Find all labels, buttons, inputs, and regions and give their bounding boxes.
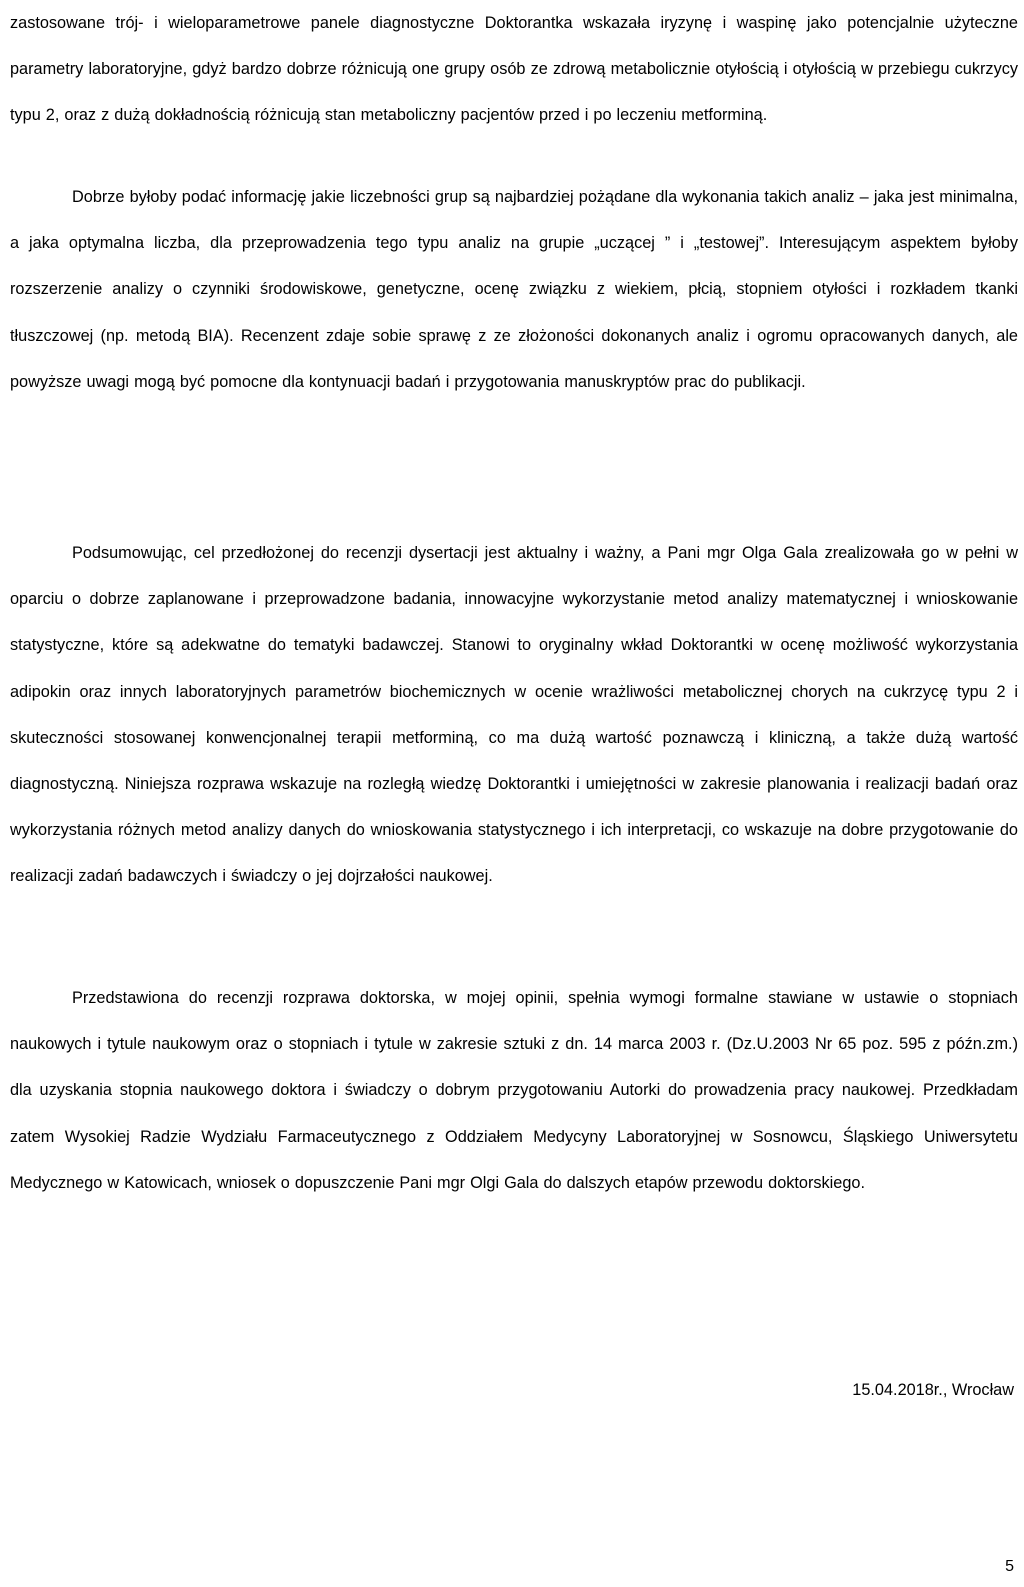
paragraph-continuation: zastosowane trój- i wieloparametrowe panele diagnostyczne Doktorantka wskazała iryzynę i waspinę jako potencjalnie użyteczne parametry laboratoryjne, gdyż bardzo dobrze różnicują one grupy osób ze zdrową metabolicznie otyłością i otyłością w przebiegu cukrzycy typu 2, oraz z dużą dokładnością różnicują stan metaboliczny pacjentów przed i po leczeniu metforminą.: [10, 14, 1018, 125]
page-number: 5: [1005, 1558, 1014, 1575]
paragraph-summary: Podsumowując, cel przedłożonej do recenzji dysertacji jest aktualny i ważny, a Pani mgr Olga Gala zrealizowała go w pełni w oparciu o dobrze zaplanowane i przeprowadzone badania, innowacyjne wykorzystanie metod analizy matematycznej i wnioskowanie statystyczne, które są adekwatne do tematyki badawczej. Stanowi to oryginalny wkład Doktorantki w ocenę możliwość wykorzystania adipokin oraz innych laboratoryjnych parametrów biochemicznych w ocenie wrażliwości metabolicznej chorych na cukrzycę typu 2 i skuteczności stosowanej konwencjonalnej terapii metforminą, co ma dużą wartość poznawczą i kliniczną, a także dużą wartość diagnostyczną. Niniejsza rozprawa wskazuje na rozległą wiedzę Doktorantki i umiejętności w zakresie planowania i realizacji badań oraz wykorzystania różnych metod analizy danych do wnioskowania statystycznego i ich interpretacji, co wskazuje na dobre przygotowanie do realizacji zadań badawczych i świadczy o jej dojrzałości naukowej.: [10, 544, 1018, 886]
paragraph-conclusion: Przedstawiona do recenzji rozprawa doktorska, w mojej opinii, spełnia wymogi formalne stawiane w ustawie o stopniach naukowych i tytule naukowym oraz o stopniach i tytule w zakresie sztuki z dn. 14 marca 2003 r. (Dz.U.2003 Nr 65 poz. 595 z późn.zm.) dla uzyskania stopnia naukowego doktora i świadczy o dobrym przygotowaniu Autorki do prowadzenia pracy naukowej. Przedkładam zatem Wysokiej Radzie Wydziału Farmaceutycznego z Oddziałem Medycyny Laboratoryjnej w Sosnowcu, Śląskiego Uniwersytetu Medycznego w Katowicach, wniosek o dopuszczenie Pani mgr Olgi Gala do dalszych etapów przewodu doktorskiego.: [10, 989, 1018, 1192]
document-page: [10, 0, 1018, 1587]
place-and-date: 15.04.2018r., Wrocław: [852, 1381, 1014, 1399]
paragraph-remarks: Dobrze byłoby podać informację jakie liczebności grup są najbardziej pożądane dla wykonania takich analiz – jaka jest minimalna, a jaka optymalna liczba, dla przeprowadzenia tego typu analiz na grupie „uczącej ” i „testowej”. Interesującym aspektem byłoby rozszerzenie analizy o czynniki środowiskowe, genetyczne, ocenę związku z wiekiem, płcią, stopniem otyłości i rozkładem tkanki tłuszczowej (np. metodą BIA). Recenzent zdaje sobie sprawę z ze złożoności dokonanych analiz i ogromu opracowanych danych, ale powyższe uwagi mogą być pomocne dla kontynuacji badań i przygotowania manuskryptów prac do publikacji.: [10, 188, 1018, 391]
